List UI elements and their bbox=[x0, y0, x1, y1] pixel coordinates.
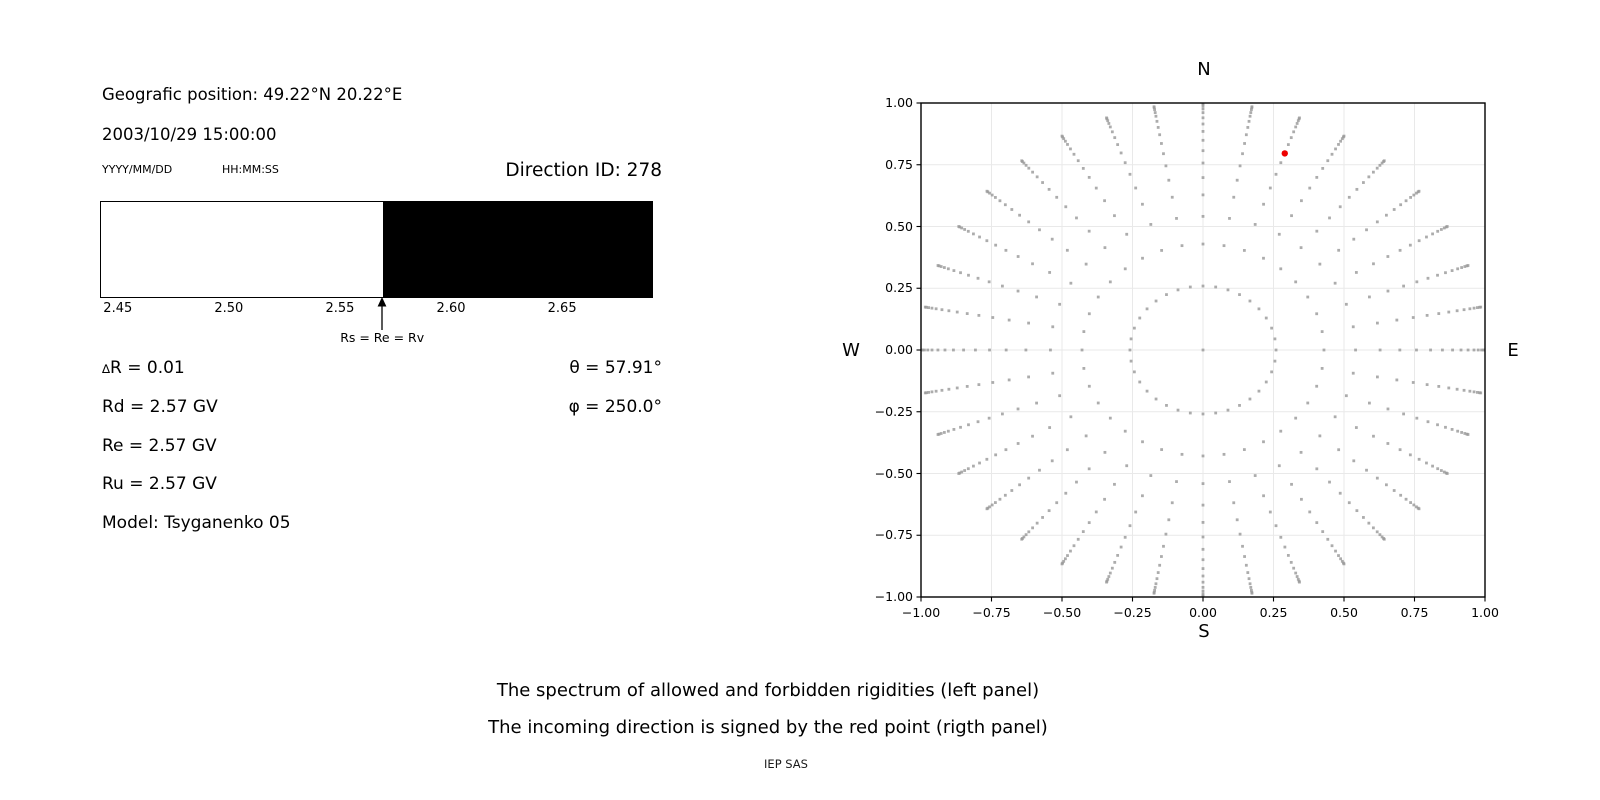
x-tick-label: 0.25 bbox=[1259, 605, 1288, 620]
model-label: Model: Tsyganenko 05 bbox=[102, 513, 291, 533]
spectrum-tick-label: 2.55 bbox=[325, 301, 355, 316]
cutoff-arrow-label: Rs = Re = Rv bbox=[340, 330, 425, 345]
compass-north-label: N bbox=[1197, 59, 1211, 80]
y-tick-label: 0.25 bbox=[885, 280, 913, 296]
spectrum-tick-label: 2.65 bbox=[547, 301, 577, 316]
credit-label: IEP SAS bbox=[764, 757, 808, 771]
compass-south-label: S bbox=[1198, 621, 1210, 642]
x-tick-label: −0.50 bbox=[1042, 605, 1082, 620]
geographic-position-label: Geografic position: 49.22°N 20.22°E bbox=[102, 85, 403, 104]
x-tick-label: 0.50 bbox=[1330, 605, 1358, 620]
spectrum-tick-label: 2.60 bbox=[436, 301, 466, 316]
y-tick-label: 0.75 bbox=[885, 156, 913, 172]
y-tick-label: −0.50 bbox=[874, 465, 913, 481]
x-tick-label: 0.75 bbox=[1400, 605, 1429, 620]
rigidity-spectrum-bar bbox=[100, 201, 653, 298]
delta-r-value: ∆R = 0.01 bbox=[102, 358, 185, 378]
ru-value: Ru = 2.57 GV bbox=[102, 474, 217, 494]
x-tick-label: −0.25 bbox=[1113, 605, 1152, 620]
x-tick-label: 0.00 bbox=[1189, 605, 1217, 620]
compass-west-label: W bbox=[842, 340, 860, 361]
x-tick-label: 1.00 bbox=[1471, 605, 1499, 620]
datetime-label: 2003/10/29 15:00:00 bbox=[102, 125, 277, 144]
forbidden-rigidity-region bbox=[383, 201, 653, 298]
delta-symbol: ∆ bbox=[102, 362, 111, 376]
compass-east-label: E bbox=[1507, 340, 1519, 361]
red-incoming-direction-point bbox=[1282, 150, 1288, 156]
direction-map-plot bbox=[911, 93, 1495, 607]
rd-value: Rd = 2.57 GV bbox=[102, 397, 218, 417]
y-tick-label: 0.50 bbox=[885, 218, 913, 234]
cutoff-arrow-icon bbox=[375, 297, 389, 331]
caption-line1: The spectrum of allowed and forbidden rigidities (left panel) bbox=[496, 680, 1040, 701]
phi-value: φ = 250.0° bbox=[568, 397, 662, 417]
y-tick-label: 1.00 bbox=[885, 95, 913, 110]
x-tick-label: −1.00 bbox=[901, 605, 941, 620]
y-tick-label: −1.00 bbox=[874, 589, 913, 604]
spectrum-tick-label: 2.45 bbox=[103, 301, 133, 316]
time-format-label: HH:MM:SS bbox=[222, 163, 279, 176]
re-value: Re = 2.57 GV bbox=[102, 436, 217, 456]
y-tick-label: 0.00 bbox=[885, 342, 913, 357]
caption-line2: The incoming direction is signed by the red point (rigth panel) bbox=[488, 717, 1048, 738]
tick-marks bbox=[917, 103, 1486, 602]
x-tick-label: −0.75 bbox=[972, 605, 1011, 620]
direction-id-label: Direction ID: 278 bbox=[505, 160, 662, 181]
theta-value: θ = 57.91° bbox=[569, 358, 662, 378]
spectrum-tick-label: 2.50 bbox=[214, 301, 244, 316]
date-format-label: YYYY/MM/DD bbox=[102, 163, 173, 176]
y-tick-label: −0.25 bbox=[874, 403, 913, 419]
y-tick-label: −0.75 bbox=[874, 527, 913, 543]
